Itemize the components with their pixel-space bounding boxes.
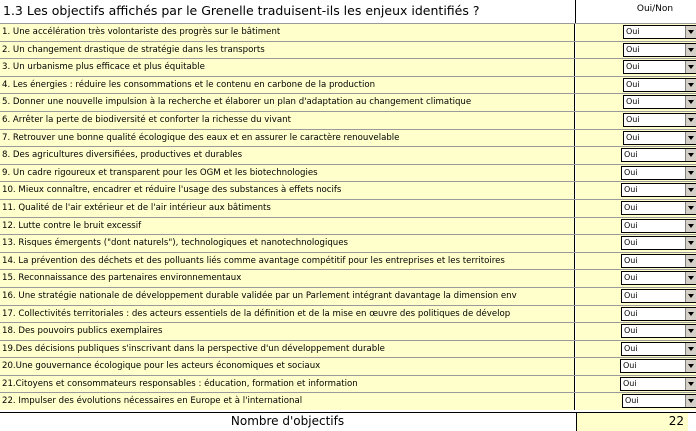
table-row bbox=[0, 23, 696, 41]
table-row bbox=[0, 129, 696, 147]
answer-dropdown[interactable] bbox=[621, 307, 696, 321]
answer-cell bbox=[576, 235, 696, 252]
dropdown-value: Oui bbox=[624, 185, 638, 195]
answer-cell bbox=[576, 306, 696, 323]
chevron-down-icon[interactable] bbox=[685, 114, 696, 126]
dropdown-value: Oui bbox=[624, 290, 638, 300]
objective-label: 1. Une accélération très volontariste des progrès sur le bâtiment bbox=[0, 24, 575, 41]
dropdown-value: Oui bbox=[624, 202, 638, 212]
objective-label: 6. Arrêter la perte de biodiversité et conforter la richesse du vivant bbox=[0, 112, 575, 129]
objectives-list bbox=[0, 23, 696, 410]
dropdown-value: Oui bbox=[623, 361, 637, 371]
answer-dropdown[interactable] bbox=[620, 359, 696, 373]
chevron-down-icon[interactable] bbox=[685, 237, 696, 249]
table-row bbox=[0, 305, 696, 323]
table-row bbox=[0, 357, 696, 375]
chevron-down-icon[interactable] bbox=[685, 132, 696, 144]
objective-label: 14. La prévention des déchets et des polluants liés comme avantage compétitif pour les entreprises et les territoires bbox=[0, 253, 575, 270]
dropdown-value: Oui bbox=[624, 167, 638, 177]
objective-label: 4. Les énergies : réduire les consommations et le contenu en carbone de la production bbox=[0, 77, 575, 94]
objective-label: 8. Des agricultures diversifiées, productives et durables bbox=[0, 147, 575, 164]
table-row bbox=[0, 199, 696, 217]
answer-cell bbox=[576, 77, 696, 94]
answer-dropdown[interactable] bbox=[623, 95, 696, 109]
chevron-down-icon[interactable] bbox=[685, 61, 696, 73]
objective-label: 21.Citoyens et consommateurs responsables : éducation, formation et information bbox=[0, 376, 575, 393]
dropdown-value: Oui bbox=[624, 255, 638, 265]
objective-label: 13. Risques émergents ("dont naturels"), technologiques et nanotechnologiques bbox=[0, 235, 575, 252]
chevron-down-icon[interactable] bbox=[685, 290, 696, 302]
objective-label: 9. Un cadre rigoureux et transparent pour les OGM et les biotechnologies bbox=[0, 165, 575, 182]
table-row bbox=[0, 217, 696, 235]
answer-dropdown[interactable] bbox=[621, 201, 696, 215]
table-row bbox=[0, 340, 696, 358]
dropdown-value: Oui bbox=[626, 27, 640, 36]
chevron-down-icon[interactable] bbox=[685, 184, 696, 196]
dropdown-value: Oui bbox=[624, 220, 638, 230]
dropdown-value: Oui bbox=[624, 326, 638, 336]
dropdown-value: Oui bbox=[624, 308, 638, 318]
column-divider bbox=[575, 0, 576, 23]
answer-dropdown[interactable] bbox=[621, 183, 696, 197]
answer-dropdown[interactable] bbox=[620, 377, 696, 391]
answer-dropdown[interactable] bbox=[621, 148, 696, 162]
objective-label: 12. Lutte contre le bruit excessif bbox=[0, 218, 575, 235]
objective-label: 17. Collectivités territoriales : des acteurs essentiels de la définition et de la mise en œuvre des politiques de dévelop bbox=[0, 306, 575, 323]
answer-cell bbox=[576, 147, 696, 164]
answer-dropdown[interactable] bbox=[621, 219, 696, 233]
dropdown-value: Oui bbox=[626, 44, 640, 54]
chevron-down-icon[interactable] bbox=[685, 272, 696, 284]
dropdown-value: Oui bbox=[626, 97, 640, 107]
answer-cell bbox=[576, 341, 696, 358]
dropdown-value: Oui bbox=[623, 378, 637, 388]
answer-cell bbox=[576, 200, 696, 217]
sheet-header bbox=[0, 0, 696, 23]
answer-cell bbox=[576, 376, 696, 393]
chevron-down-icon[interactable] bbox=[685, 343, 696, 355]
objective-label: 15. Reconnaissance des partenaires environnementaux bbox=[0, 270, 575, 287]
dropdown-value: Oui bbox=[626, 79, 640, 89]
dropdown-value: Oui bbox=[625, 396, 639, 406]
answer-column-header: Oui/Non bbox=[636, 4, 674, 14]
chevron-down-icon[interactable] bbox=[685, 167, 696, 179]
table-row bbox=[0, 269, 696, 287]
dropdown-value: Oui bbox=[624, 238, 638, 248]
answer-cell bbox=[576, 270, 696, 287]
answer-dropdown[interactable] bbox=[623, 43, 696, 57]
answer-dropdown[interactable] bbox=[621, 324, 696, 338]
table-row bbox=[0, 181, 696, 199]
chevron-down-icon[interactable] bbox=[685, 79, 696, 91]
answer-cell bbox=[576, 253, 696, 270]
table-row bbox=[0, 164, 696, 182]
answer-cell bbox=[576, 165, 696, 182]
table-row bbox=[0, 76, 696, 94]
chevron-down-icon[interactable] bbox=[685, 26, 696, 38]
answer-dropdown[interactable] bbox=[621, 236, 696, 250]
objective-label: 16. Une stratégie nationale de développement durable validée par un Parlement intégrant davantage la dimension env bbox=[0, 288, 575, 305]
objective-label: 22. Impulser des évolutions nécessaires en Europe et à l'international bbox=[0, 393, 575, 410]
answer-cell bbox=[576, 42, 696, 59]
answer-dropdown[interactable] bbox=[623, 78, 696, 92]
answer-cell bbox=[576, 323, 696, 340]
answer-dropdown[interactable] bbox=[623, 131, 696, 145]
answer-dropdown[interactable] bbox=[621, 289, 696, 303]
chevron-down-icon[interactable] bbox=[685, 325, 696, 337]
objective-label: 19.Des décisions publiques s'inscrivant dans la perspective d'un développement durable bbox=[0, 341, 575, 358]
chevron-down-icon[interactable] bbox=[685, 378, 696, 390]
answer-dropdown[interactable] bbox=[622, 394, 696, 408]
objective-label: 20.Une gouvernance écologique pour les acteurs économiques et sociaux bbox=[0, 358, 575, 375]
table-row bbox=[0, 93, 696, 111]
dropdown-value: Oui bbox=[624, 150, 638, 160]
objective-label: 5. Donner une nouvelle impulsion à la recherche et élaborer un plan d'adaptation au changement climatique bbox=[0, 94, 575, 111]
answer-cell bbox=[576, 288, 696, 305]
answer-cell bbox=[576, 218, 696, 235]
dropdown-value: Oui bbox=[624, 343, 638, 353]
answer-dropdown[interactable] bbox=[623, 113, 696, 127]
chevron-down-icon[interactable] bbox=[685, 149, 696, 161]
answer-dropdown[interactable] bbox=[621, 254, 696, 268]
dropdown-value: Oui bbox=[626, 132, 640, 142]
table-row bbox=[0, 287, 696, 305]
chevron-down-icon[interactable] bbox=[685, 44, 696, 56]
answer-cell bbox=[576, 59, 696, 76]
chevron-down-icon[interactable] bbox=[685, 360, 696, 372]
table-row bbox=[0, 322, 696, 340]
dropdown-value: Oui bbox=[624, 273, 638, 283]
chevron-down-icon[interactable] bbox=[685, 395, 696, 407]
page-title: 1.3 Les objectifs affichés par le Grenelle traduisent-ils les enjeux identifiés ? bbox=[3, 3, 480, 18]
answer-cell bbox=[576, 94, 696, 111]
summary-total[interactable]: 22 bbox=[576, 413, 688, 431]
table-row bbox=[0, 41, 696, 59]
table-row bbox=[0, 375, 696, 393]
table-row bbox=[0, 252, 696, 270]
answer-dropdown[interactable] bbox=[621, 271, 696, 285]
objective-label: 11. Qualité de l'air extérieur et de l'air intérieur aux bâtiments bbox=[0, 200, 575, 217]
dropdown-value: Oui bbox=[626, 62, 640, 72]
table-row bbox=[0, 234, 696, 252]
table-row bbox=[0, 146, 696, 164]
objective-label: 10. Mieux connaître, encadrer et réduire l'usage des substances à effets nocifs bbox=[0, 182, 575, 199]
answer-cell bbox=[576, 130, 696, 147]
answer-dropdown[interactable] bbox=[621, 166, 696, 180]
objective-label: 18. Des pouvoirs publics exemplaires bbox=[0, 323, 575, 340]
answer-cell bbox=[576, 393, 696, 410]
answer-cell bbox=[576, 112, 696, 129]
chevron-down-icon[interactable] bbox=[685, 308, 696, 320]
dropdown-value: Oui bbox=[626, 114, 640, 124]
summary-row bbox=[0, 412, 696, 431]
objective-label: 2. Un changement drastique de stratégie dans les transports bbox=[0, 42, 575, 59]
chevron-down-icon[interactable] bbox=[685, 96, 696, 108]
table-row bbox=[0, 392, 696, 410]
answer-cell bbox=[576, 182, 696, 199]
objective-label: 3. Un urbanisme plus efficace et plus équitable bbox=[0, 59, 575, 76]
chevron-down-icon[interactable] bbox=[685, 255, 696, 267]
table-row bbox=[0, 111, 696, 129]
answer-cell bbox=[576, 358, 696, 375]
chevron-down-icon[interactable] bbox=[685, 202, 696, 214]
answer-dropdown[interactable] bbox=[621, 342, 696, 356]
table-row bbox=[0, 58, 696, 76]
objective-label: 7. Retrouver une bonne qualité écologique des eaux et en assurer le caractère renouvelable bbox=[0, 130, 575, 147]
chevron-down-icon[interactable] bbox=[685, 220, 696, 232]
answer-cell bbox=[576, 24, 696, 41]
answer-dropdown[interactable] bbox=[623, 25, 696, 39]
summary-label: Nombre d'objectifs bbox=[230, 414, 345, 428]
answer-dropdown[interactable] bbox=[623, 60, 696, 74]
